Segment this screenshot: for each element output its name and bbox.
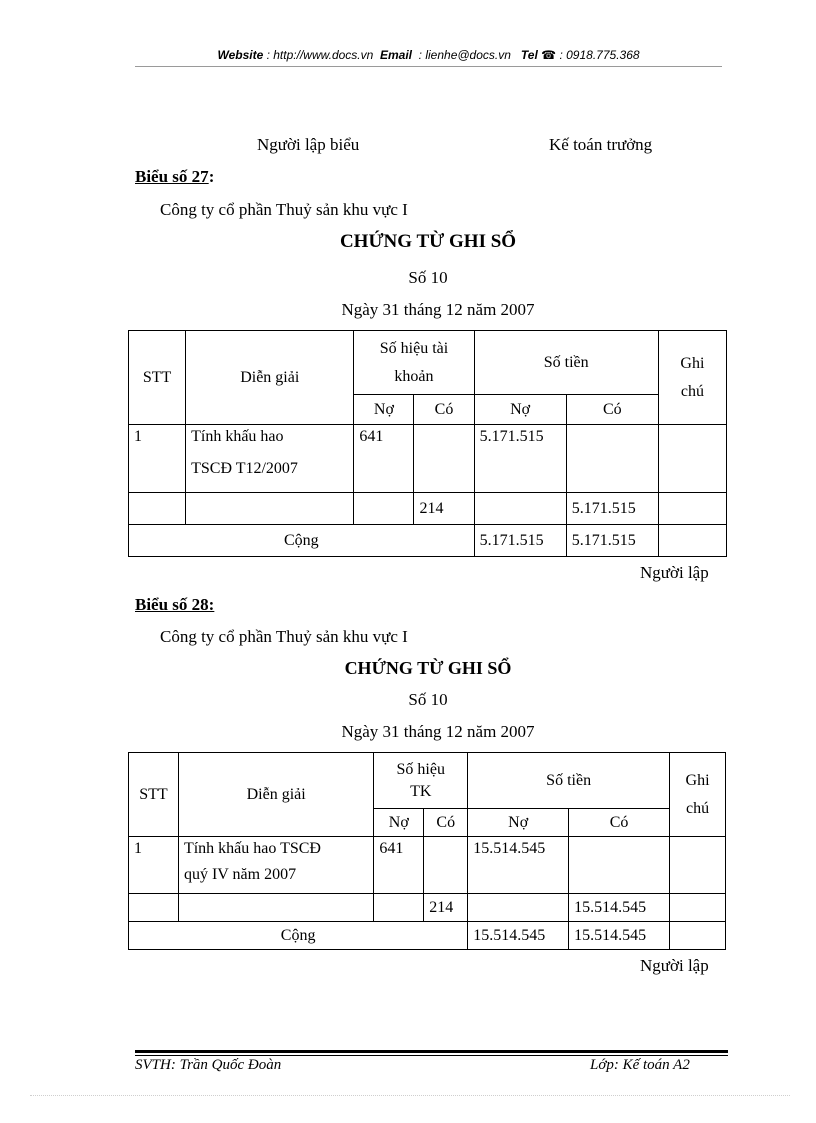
tel-label: Tel	[520, 48, 538, 62]
footer-divider-thin	[135, 1055, 728, 1056]
website-label: Website	[217, 48, 264, 62]
col-description-header: Diễn giải	[186, 331, 354, 425]
row-credit-account	[414, 425, 474, 493]
form27-label: Biểu số 27:	[135, 167, 215, 186]
footer-student: SVTH: Trần Quốc Đoàn	[135, 1057, 282, 1073]
row-stt: 1	[129, 837, 179, 894]
row-stt	[129, 493, 186, 525]
total-credit: 5.171.515	[566, 525, 658, 557]
row-debit-amount: 15.514.545	[468, 837, 569, 894]
form27-title: CHỨNG TỪ GHI SỔ	[339, 231, 517, 252]
form28-number: Số 10	[408, 690, 448, 709]
table-row	[129, 493, 727, 525]
row-description	[178, 894, 373, 922]
row-credit-amount	[566, 425, 658, 493]
table-row	[129, 425, 727, 493]
form27-signer: Người lập	[640, 563, 709, 582]
row-stt: 1	[129, 425, 186, 493]
table-total-row	[129, 525, 727, 557]
row-credit-account: 214	[414, 493, 474, 525]
form27-number: Số 10	[408, 268, 448, 287]
row-note	[658, 425, 726, 493]
col-debit-amount-header: Nợ	[474, 395, 566, 425]
footer-divider-thick	[135, 1050, 728, 1053]
row-credit-account: 214	[424, 894, 468, 922]
email-label: Email	[379, 48, 412, 62]
form28-company: Công ty cổ phần Thuỷ sản khu vực I	[160, 627, 408, 646]
col-note-header: Ghi chú	[670, 753, 726, 837]
email-address[interactable]: : lienhe@docs.vn	[418, 48, 511, 62]
table-row	[129, 837, 726, 894]
phone-icon: ☎	[541, 48, 557, 62]
row-debit-amount	[474, 493, 566, 525]
form28-signer: Người lập	[640, 956, 709, 975]
row-debit-account: 641	[354, 425, 414, 493]
row-note	[658, 493, 726, 525]
form28-title: CHỨNG TỪ GHI SỔ	[344, 658, 512, 678]
row-description: Tính khấu hao TSCĐ quý IV năm 2007	[178, 837, 373, 894]
total-credit: 15.514.545	[569, 922, 670, 950]
row-debit-account	[354, 493, 414, 525]
footer-class: Lớp: Kế toán A2	[590, 1057, 690, 1073]
chief-accountant-signature-label: Kế toán trưởng	[549, 135, 653, 154]
row-description: Tính khấu hao TSCĐ T12/2007	[186, 425, 354, 493]
row-note	[670, 894, 726, 922]
col-amount-header: Số tiền	[474, 331, 658, 395]
row-debit-amount	[468, 894, 569, 922]
col-account-header: Số hiệu tài khoản	[354, 331, 474, 395]
col-stt-header: STT	[129, 753, 179, 837]
form27-company: Công ty cổ phần Thuỷ sản khu vực I	[160, 200, 408, 219]
total-label: Cộng	[129, 922, 468, 950]
row-note	[670, 837, 726, 894]
form27-date: Ngày 31 tháng 12 năm 2007	[341, 300, 535, 319]
col-debit-amount-header: Nợ	[468, 809, 569, 837]
row-stt	[129, 894, 179, 922]
page-edge-divider	[30, 1095, 790, 1096]
col-credit-amount-header: Có	[569, 809, 670, 837]
row-credit-amount	[569, 837, 670, 894]
row-description	[186, 493, 354, 525]
col-description-header: Diễn giải	[178, 753, 373, 837]
row-debit-account	[374, 894, 424, 922]
row-debit-account: 641	[374, 837, 424, 894]
preparer-signature-label: Người lập biểu	[257, 135, 360, 154]
form27-table	[128, 330, 727, 557]
col-credit-account-header: Có	[424, 809, 468, 837]
row-credit-amount: 5.171.515	[566, 493, 658, 525]
total-debit: 5.171.515	[474, 525, 566, 557]
row-credit-account	[424, 837, 468, 894]
total-debit: 15.514.545	[468, 922, 569, 950]
page-header	[135, 48, 722, 62]
col-debit-account-header: Nợ	[374, 809, 424, 837]
website-url[interactable]: : http://www.docs.vn	[266, 48, 374, 62]
total-label: Cộng	[129, 525, 475, 557]
row-credit-amount: 15.514.545	[569, 894, 670, 922]
col-credit-account-header: Có	[414, 395, 474, 425]
row-debit-amount: 5.171.515	[474, 425, 566, 493]
col-debit-account-header: Nợ	[354, 395, 414, 425]
col-stt-header: STT	[129, 331, 186, 425]
form28-date: Ngày 31 tháng 12 năm 2007	[341, 722, 535, 741]
col-account-header: Số hiệu TK	[374, 753, 468, 809]
total-note	[670, 922, 726, 950]
col-note-header: Ghi chú	[658, 331, 726, 425]
col-amount-header: Số tiền	[468, 753, 670, 809]
table-row	[129, 894, 726, 922]
form28-label: Biểu số 28:	[135, 595, 215, 614]
total-note	[658, 525, 726, 557]
tel-number: : 0918.775.368	[559, 48, 640, 62]
table-header-row	[129, 753, 726, 809]
col-credit-amount-header: Có	[566, 395, 658, 425]
table-header-row	[129, 331, 727, 395]
form28-table	[128, 752, 726, 950]
header-divider	[135, 66, 722, 67]
table-total-row	[129, 922, 726, 950]
